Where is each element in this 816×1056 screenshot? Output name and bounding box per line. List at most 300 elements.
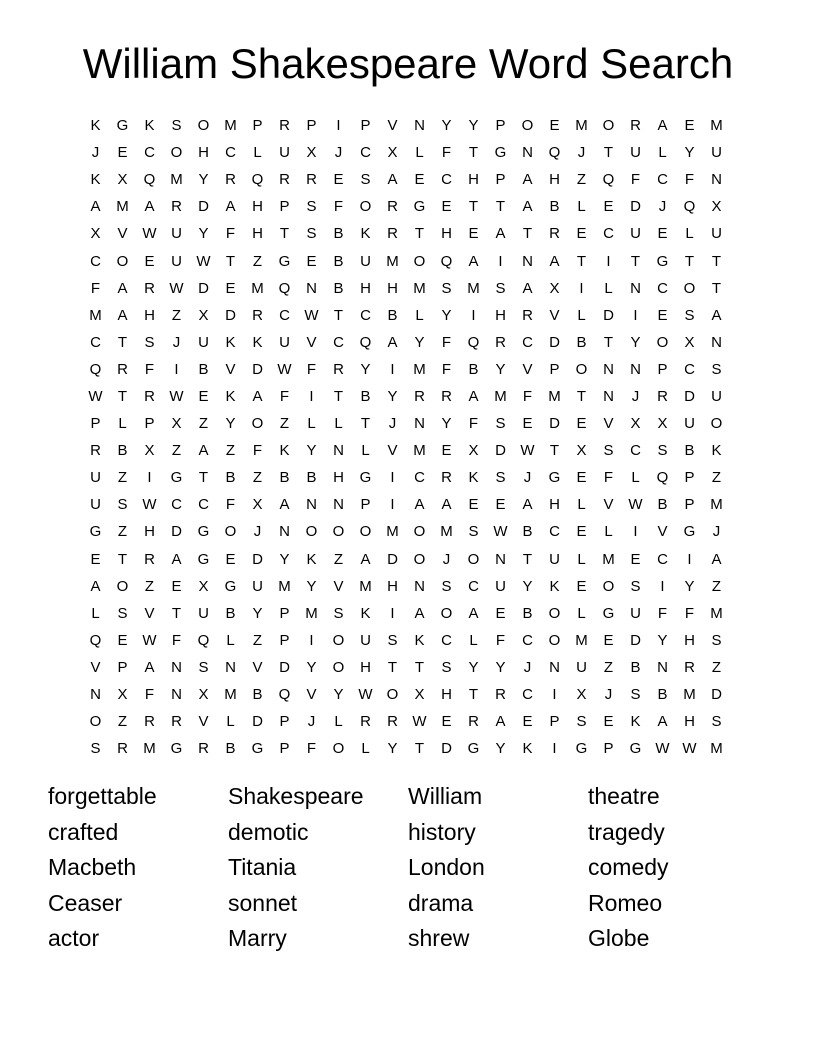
grid-letter: K <box>252 333 263 351</box>
grid-letter: U <box>684 415 695 433</box>
grid-letter: S <box>360 171 371 189</box>
grid-letter: A <box>414 496 425 514</box>
grid-letter: H <box>333 469 344 487</box>
grid-letter: S <box>576 713 587 731</box>
word-list-item: Titania <box>228 854 297 881</box>
grid-letter: T <box>522 550 533 568</box>
grid-row <box>82 681 730 708</box>
grid-letter: B <box>576 333 587 351</box>
grid-letter: G <box>170 740 183 758</box>
grid-letter: Z <box>117 523 128 541</box>
grid-letter: A <box>198 442 209 460</box>
grid-letter: I <box>147 469 152 487</box>
grid-letter: T <box>279 225 290 243</box>
grid-letter: I <box>390 469 395 487</box>
grid-letter: R <box>117 360 128 378</box>
grid-letter: V <box>144 604 155 622</box>
grid-letter: A <box>387 171 398 189</box>
grid-letter: J <box>523 469 532 487</box>
grid-letter: E <box>495 604 506 622</box>
grid-letter: U <box>279 144 290 162</box>
grid-letter: V <box>603 415 614 433</box>
grid-letter: S <box>630 577 641 595</box>
grid-letter: O <box>521 117 534 135</box>
grid-letter: Y <box>387 387 398 405</box>
grid-letter: Z <box>711 577 722 595</box>
grid-letter: W <box>358 686 373 704</box>
grid-letter: U <box>252 577 263 595</box>
grid-letter: U <box>711 144 722 162</box>
grid-letter: G <box>197 550 210 568</box>
grid-letter: B <box>333 225 344 243</box>
grid-letter: N <box>522 144 533 162</box>
grid-letter: Y <box>468 117 479 135</box>
grid-letter: P <box>684 496 695 514</box>
grid-letter: Z <box>225 442 236 460</box>
grid-letter: R <box>468 713 479 731</box>
grid-letter: D <box>252 550 263 568</box>
grid-letter: S <box>90 740 101 758</box>
letter-grid <box>82 112 730 762</box>
grid-letter: G <box>359 469 372 487</box>
grid-letter: O <box>602 117 615 135</box>
grid-letter: E <box>441 713 452 731</box>
grid-row <box>82 627 730 654</box>
grid-letter: R <box>441 387 452 405</box>
grid-letter: Q <box>467 333 480 351</box>
grid-letter: J <box>604 686 613 704</box>
grid-letter: Z <box>279 415 290 433</box>
grid-letter: M <box>305 604 318 622</box>
grid-letter: J <box>91 144 100 162</box>
grid-letter: G <box>116 117 129 135</box>
grid-letter: W <box>142 496 157 514</box>
grid-letter: F <box>144 360 155 378</box>
word-list-item: Ceaser <box>48 889 123 916</box>
grid-letter: D <box>225 306 236 324</box>
grid-letter: D <box>279 658 290 676</box>
grid-letter: W <box>520 442 535 460</box>
grid-letter: Y <box>198 225 209 243</box>
grid-letter: L <box>469 631 478 649</box>
word-list-item: tragedy <box>588 818 665 845</box>
grid-letter: H <box>441 686 452 704</box>
grid-letter: W <box>142 631 157 649</box>
grid-letter: O <box>602 577 615 595</box>
grid-letter: E <box>603 198 614 216</box>
grid-letter: G <box>467 740 480 758</box>
grid-letter: O <box>548 631 561 649</box>
grid-letter: R <box>495 686 506 704</box>
grid-letter: G <box>494 144 507 162</box>
grid-row <box>82 302 730 329</box>
grid-letter: O <box>413 523 426 541</box>
grid-letter: Q <box>359 333 372 351</box>
grid-letter: S <box>711 631 722 649</box>
grid-letter: K <box>468 469 479 487</box>
grid-letter: T <box>684 252 695 270</box>
grid-letter: Y <box>387 740 398 758</box>
grid-letter: N <box>711 333 722 351</box>
grid-letter: G <box>629 740 642 758</box>
grid-letter: O <box>386 686 399 704</box>
grid-letter: N <box>171 686 182 704</box>
grid-letter: C <box>144 144 155 162</box>
grid-letter: D <box>441 740 452 758</box>
grid-letter: L <box>307 415 316 433</box>
grid-letter: S <box>144 333 155 351</box>
grid-letter: G <box>548 469 561 487</box>
grid-letter: Q <box>548 144 561 162</box>
grid-letter: C <box>225 144 236 162</box>
grid-letter: I <box>174 360 179 378</box>
grid-letter: H <box>144 523 155 541</box>
grid-letter: B <box>657 686 668 704</box>
word-list-item: drama <box>408 889 474 916</box>
grid-letter: U <box>576 658 587 676</box>
grid-letter: Q <box>143 171 156 189</box>
word-list-item: London <box>408 854 485 881</box>
word-list-item: sonnet <box>228 889 298 916</box>
grid-letter: E <box>576 469 587 487</box>
grid-letter: P <box>279 198 290 216</box>
grid-letter: U <box>198 333 209 351</box>
grid-letter: S <box>306 225 317 243</box>
grid-letter: H <box>495 306 506 324</box>
grid-letter: Y <box>522 577 533 595</box>
grid-letter: Y <box>306 658 317 676</box>
grid-letter: R <box>198 740 209 758</box>
grid-row <box>82 735 730 762</box>
grid-letter: H <box>360 279 371 297</box>
grid-letter: R <box>279 117 290 135</box>
grid-letter: I <box>552 686 557 704</box>
grid-letter: D <box>252 713 263 731</box>
grid-row <box>82 437 730 464</box>
grid-letter: C <box>603 225 614 243</box>
grid-letter: D <box>630 631 641 649</box>
grid-letter: M <box>440 523 453 541</box>
grid-letter: S <box>441 279 452 297</box>
grid-letter: K <box>711 442 722 460</box>
grid-letter: K <box>90 117 101 135</box>
grid-letter: H <box>441 225 452 243</box>
word-list-item: shrew <box>408 925 470 952</box>
grid-letter: E <box>603 631 614 649</box>
grid-letter: R <box>333 360 344 378</box>
grid-letter: L <box>604 279 613 297</box>
grid-letter: A <box>90 577 101 595</box>
grid-letter: W <box>682 740 697 758</box>
grid-letter: L <box>334 415 343 433</box>
grid-letter: F <box>522 387 533 405</box>
grid-letter: O <box>575 360 588 378</box>
grid-letter: Z <box>603 658 614 676</box>
grid-row <box>82 491 730 518</box>
grid-letter: L <box>226 631 235 649</box>
grid-letter: O <box>89 713 102 731</box>
grid-letter: A <box>522 279 533 297</box>
grid-letter: T <box>711 252 722 270</box>
grid-letter: G <box>656 252 669 270</box>
grid-letter: A <box>360 550 371 568</box>
grid-letter: Z <box>252 631 263 649</box>
grid-letter: O <box>251 415 264 433</box>
grid-letter: X <box>198 686 209 704</box>
grid-letter: L <box>361 740 370 758</box>
grid-letter: L <box>415 306 424 324</box>
grid-letter: M <box>575 117 588 135</box>
grid-letter: L <box>631 469 640 487</box>
grid-letter: F <box>171 631 182 649</box>
grid-letter: G <box>224 577 237 595</box>
grid-letter: D <box>603 306 614 324</box>
grid-letter: W <box>142 225 157 243</box>
grid-letter: Q <box>278 686 291 704</box>
grid-letter: A <box>414 604 425 622</box>
grid-letter: C <box>630 442 641 460</box>
grid-letter: C <box>441 171 452 189</box>
grid-letter: H <box>684 631 695 649</box>
grid-letter: C <box>90 333 101 351</box>
grid-row <box>82 410 730 437</box>
grid-letter: A <box>279 496 290 514</box>
grid-letter: K <box>279 442 290 460</box>
grid-letter: T <box>468 198 479 216</box>
grid-letter: A <box>468 252 479 270</box>
grid-letter: L <box>253 144 262 162</box>
grid-letter: G <box>170 469 183 487</box>
grid-letter: Q <box>656 469 669 487</box>
grid-letter: X <box>387 144 398 162</box>
grid-letter: Q <box>440 252 453 270</box>
grid-letter: S <box>711 713 722 731</box>
grid-letter: V <box>549 306 560 324</box>
grid-letter: G <box>575 740 588 758</box>
grid-letter: A <box>657 117 668 135</box>
grid-letter: U <box>711 387 722 405</box>
grid-letter: D <box>711 686 722 704</box>
grid-letter: J <box>712 523 721 541</box>
grid-letter: E <box>576 523 587 541</box>
grid-letter: W <box>277 360 292 378</box>
grid-letter: R <box>225 171 236 189</box>
grid-letter: B <box>225 740 236 758</box>
grid-letter: I <box>552 740 557 758</box>
grid-letter: M <box>143 740 156 758</box>
grid-letter: M <box>278 577 291 595</box>
grid-letter: T <box>468 144 479 162</box>
grid-letter: K <box>90 171 101 189</box>
grid-letter: T <box>495 198 506 216</box>
grid-letter: G <box>89 523 102 541</box>
grid-letter: N <box>279 523 290 541</box>
grid-letter: K <box>144 117 155 135</box>
grid-letter: O <box>332 523 345 541</box>
grid-letter: T <box>117 333 128 351</box>
grid-letter: C <box>549 523 560 541</box>
grid-letter: K <box>225 333 236 351</box>
grid-letter: E <box>306 252 317 270</box>
grid-letter: C <box>333 333 344 351</box>
grid-letter: T <box>603 144 614 162</box>
grid-letter: E <box>225 550 236 568</box>
grid-letter: R <box>306 171 317 189</box>
grid-row <box>82 247 730 274</box>
grid-letter: E <box>441 442 452 460</box>
grid-letter: A <box>711 550 722 568</box>
grid-letter: H <box>198 144 209 162</box>
grid-letter: E <box>171 577 182 595</box>
grid-letter: E <box>522 415 533 433</box>
grid-letter: E <box>414 171 425 189</box>
grid-letter: O <box>197 117 210 135</box>
grid-letter: R <box>495 333 506 351</box>
grid-letter: B <box>117 442 128 460</box>
grid-letter: D <box>171 523 182 541</box>
grid-letter: L <box>91 604 100 622</box>
grid-letter: N <box>630 360 641 378</box>
grid-letter: E <box>576 577 587 595</box>
grid-letter: I <box>390 496 395 514</box>
grid-letter: R <box>171 198 182 216</box>
grid-letter: X <box>252 496 263 514</box>
grid-letter: R <box>144 387 155 405</box>
grid-letter: E <box>684 117 695 135</box>
grid-letter: Q <box>602 171 615 189</box>
grid-letter: Y <box>441 415 452 433</box>
grid-letter: V <box>522 360 533 378</box>
grid-letter: P <box>549 360 560 378</box>
grid-letter: H <box>360 658 371 676</box>
grid-row <box>82 600 730 627</box>
grid-letter: R <box>387 225 398 243</box>
grid-letter: O <box>656 333 669 351</box>
grid-letter: E <box>225 279 236 297</box>
grid-letter: U <box>711 225 722 243</box>
grid-letter: C <box>522 333 533 351</box>
grid-letter: Z <box>171 442 182 460</box>
grid-letter: E <box>576 415 587 433</box>
grid-letter: T <box>576 252 587 270</box>
grid-letter: X <box>171 415 182 433</box>
grid-letter: I <box>660 577 665 595</box>
grid-letter: N <box>711 171 722 189</box>
grid-letter: D <box>684 387 695 405</box>
grid-letter: R <box>414 387 425 405</box>
grid-letter: K <box>522 740 533 758</box>
grid-letter: A <box>495 713 506 731</box>
grid-letter: C <box>171 496 182 514</box>
grid-letter: J <box>631 387 640 405</box>
grid-letter: A <box>522 496 533 514</box>
grid-letter: U <box>630 144 641 162</box>
grid-letter: V <box>198 713 209 731</box>
grid-letter: R <box>441 469 452 487</box>
grid-letter: B <box>198 360 209 378</box>
grid-row <box>82 112 730 139</box>
grid-letter: E <box>468 496 479 514</box>
grid-letter: B <box>522 604 533 622</box>
grid-row <box>82 193 730 220</box>
grid-letter: Y <box>684 577 695 595</box>
grid-letter: K <box>549 577 560 595</box>
grid-letter: B <box>387 306 398 324</box>
grid-letter: A <box>468 387 479 405</box>
grid-letter: H <box>387 577 398 595</box>
grid-letter: H <box>252 225 263 243</box>
grid-letter: S <box>441 577 452 595</box>
grid-letter: E <box>657 306 668 324</box>
grid-letter: D <box>198 279 209 297</box>
grid-letter: Y <box>414 333 425 351</box>
grid-letter: M <box>413 279 426 297</box>
grid-row <box>82 275 730 302</box>
grid-letter: S <box>657 442 668 460</box>
grid-letter: O <box>440 604 453 622</box>
grid-letter: P <box>549 713 560 731</box>
grid-letter: F <box>225 225 236 243</box>
grid-letter: M <box>602 550 615 568</box>
grid-letter: M <box>386 523 399 541</box>
grid-letter: A <box>522 198 533 216</box>
grid-letter: J <box>253 523 262 541</box>
grid-letter: F <box>306 740 317 758</box>
grid-letter: M <box>224 686 237 704</box>
grid-letter: M <box>224 117 237 135</box>
grid-letter: M <box>413 360 426 378</box>
grid-letter: N <box>495 550 506 568</box>
grid-letter: T <box>117 387 128 405</box>
word-list-item: Romeo <box>588 889 663 916</box>
grid-letter: R <box>144 279 155 297</box>
grid-letter: Z <box>117 713 128 731</box>
grid-letter: T <box>711 279 722 297</box>
grid-letter: Q <box>89 360 102 378</box>
grid-letter: Y <box>684 144 695 162</box>
grid-letter: S <box>387 631 398 649</box>
grid-letter: T <box>522 225 533 243</box>
grid-letter: P <box>144 415 155 433</box>
grid-letter: S <box>495 415 506 433</box>
grid-letter: E <box>576 225 587 243</box>
grid-letter: T <box>414 225 425 243</box>
grid-letter: Y <box>495 360 506 378</box>
grid-letter: M <box>575 631 588 649</box>
grid-letter: Q <box>278 279 291 297</box>
grid-letter: I <box>309 387 314 405</box>
grid-letter: S <box>630 686 641 704</box>
grid-letter: X <box>90 225 101 243</box>
grid-letter: L <box>604 523 613 541</box>
grid-letter: X <box>468 442 479 460</box>
grid-letter: J <box>658 198 667 216</box>
grid-letter: R <box>90 442 101 460</box>
grid-letter: D <box>252 360 263 378</box>
grid-letter: K <box>306 550 317 568</box>
grid-letter: O <box>332 740 345 758</box>
grid-letter: T <box>468 686 479 704</box>
grid-letter: D <box>387 550 398 568</box>
grid-letter: O <box>710 415 723 433</box>
grid-letter: O <box>359 198 372 216</box>
grid-letter: W <box>196 252 211 270</box>
grid-letter: U <box>198 604 209 622</box>
grid-letter: K <box>360 225 371 243</box>
grid-letter: X <box>711 198 722 216</box>
grid-letter: M <box>683 686 696 704</box>
grid-letter: C <box>657 550 668 568</box>
